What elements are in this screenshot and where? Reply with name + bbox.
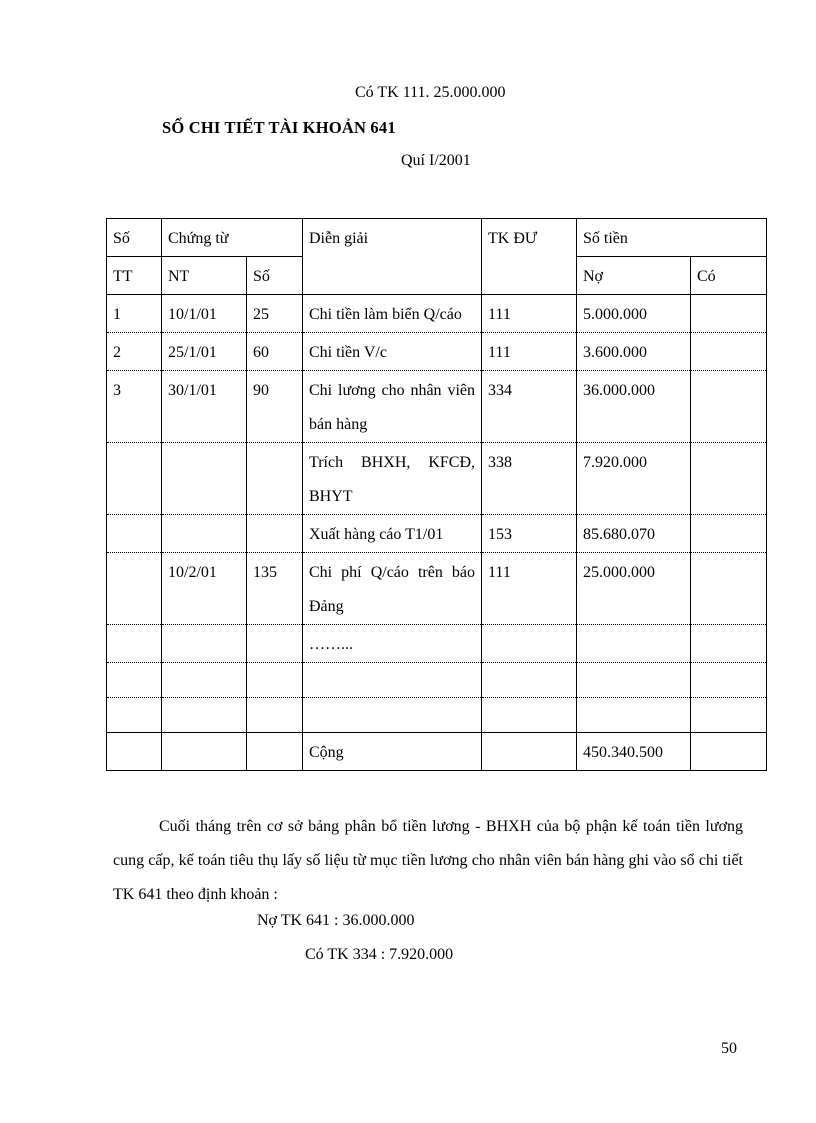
table-row — [107, 333, 767, 371]
row-description: Chi lương cho nhân viên bán hàng — [303, 371, 482, 443]
total-cell-empty — [482, 733, 577, 771]
row-account — [482, 625, 577, 663]
row-date — [162, 443, 247, 515]
row-credit — [691, 371, 767, 443]
row-stt — [107, 663, 162, 698]
row-debit: 7.920.000 — [577, 443, 691, 515]
row-description: Trích BHXH, KFCĐ, BHYT — [303, 443, 482, 515]
header-no: Nợ — [577, 257, 691, 295]
row-account: 111 — [482, 295, 577, 333]
row-stt — [107, 553, 162, 625]
row-account — [482, 698, 577, 733]
row-stt — [107, 625, 162, 663]
row-stt: 1 — [107, 295, 162, 333]
row-credit — [691, 443, 767, 515]
row-debit — [577, 663, 691, 698]
row-credit — [691, 515, 767, 553]
entry-credit: Có TK 334 : 7.920.000 — [305, 946, 454, 963]
header-nt: NT — [162, 257, 247, 295]
row-account: 334 — [482, 371, 577, 443]
row-voucher-no: 135 — [247, 553, 303, 625]
header-tk-du: TK ĐƯ — [482, 219, 577, 295]
row-date — [162, 698, 247, 733]
row-description: ……... — [303, 625, 482, 663]
table-row — [107, 295, 767, 333]
journal-credit-line: Có TK 111. 25.000.000 — [355, 84, 506, 101]
row-debit: 5.000.000 — [577, 295, 691, 333]
row-debit — [577, 698, 691, 733]
ledger-period: Quí I/2001 — [401, 152, 471, 169]
row-voucher-no — [247, 625, 303, 663]
row-voucher-no — [247, 443, 303, 515]
total-cell-empty — [107, 733, 162, 771]
row-account: 153 — [482, 515, 577, 553]
table-row — [107, 371, 767, 443]
page-number: 50 — [721, 1040, 737, 1057]
row-description: Chi tiền làm biển Q/cáo — [303, 295, 482, 333]
header-chung-tu: Chứng từ — [162, 219, 303, 257]
header-so-chung-tu: Số — [247, 257, 303, 295]
row-description: Chi tiền V/c — [303, 333, 482, 371]
header-so: Số — [107, 219, 162, 257]
row-date — [162, 515, 247, 553]
total-cell-empty — [162, 733, 247, 771]
table-row — [107, 553, 767, 625]
row-debit: 25.000.000 — [577, 553, 691, 625]
total-label: Cộng — [303, 733, 482, 771]
table-row — [107, 515, 767, 553]
table-row — [107, 698, 767, 733]
row-account: 111 — [482, 553, 577, 625]
row-debit — [577, 625, 691, 663]
row-credit — [691, 553, 767, 625]
row-date: 10/1/01 — [162, 295, 247, 333]
total-row — [107, 733, 767, 771]
row-description: Chi phí Q/cáo trên báo Đảng — [303, 553, 482, 625]
table-row — [107, 625, 767, 663]
row-date — [162, 625, 247, 663]
row-credit — [691, 663, 767, 698]
ledger-body — [107, 295, 767, 733]
row-account: 111 — [482, 333, 577, 371]
row-account: 338 — [482, 443, 577, 515]
row-stt — [107, 443, 162, 515]
row-stt: 3 — [107, 371, 162, 443]
row-description — [303, 663, 482, 698]
ledger-title: SỔ CHI TIẾT TÀI KHOẢN 641 — [162, 118, 396, 137]
row-description: Xuất hàng cáo T1/01 — [303, 515, 482, 553]
row-stt: 2 — [107, 333, 162, 371]
row-stt — [107, 698, 162, 733]
table-header-row — [107, 219, 767, 257]
row-debit: 3.600.000 — [577, 333, 691, 371]
row-credit — [691, 698, 767, 733]
row-voucher-no: 25 — [247, 295, 303, 333]
row-credit — [691, 295, 767, 333]
row-stt — [107, 515, 162, 553]
header-dien-giai: Diễn giải — [303, 219, 482, 295]
row-account — [482, 663, 577, 698]
row-voucher-no: 60 — [247, 333, 303, 371]
header-tt: TT — [107, 257, 162, 295]
header-co: Có — [691, 257, 767, 295]
row-date — [162, 663, 247, 698]
row-credit — [691, 625, 767, 663]
row-debit: 85.680.070 — [577, 515, 691, 553]
ledger-table — [106, 218, 767, 771]
row-description — [303, 698, 482, 733]
row-date: 30/1/01 — [162, 371, 247, 443]
entry-debit: Nợ TK 641 : 36.000.000 — [257, 912, 415, 929]
total-cell-empty — [247, 733, 303, 771]
row-date: 25/1/01 — [162, 333, 247, 371]
total-no: 450.340.500 — [577, 733, 691, 771]
row-voucher-no: 90 — [247, 371, 303, 443]
header-so-tien: Số tiền — [577, 219, 767, 257]
total-co — [691, 733, 767, 771]
row-voucher-no — [247, 663, 303, 698]
body-paragraph: Cuối tháng trên cơ sở bảng phân bổ tiền lương - BHXH của bộ phận kế toán tiền lương cung cấp, kế toán tiêu thụ lấy số liệu từ mục tiền lương cho nhân viên bán hàng ghi vào sổ chi tiết TK 641 theo định khoản : — [113, 818, 743, 903]
row-credit — [691, 333, 767, 371]
row-voucher-no — [247, 515, 303, 553]
row-date: 10/2/01 — [162, 553, 247, 625]
table-row — [107, 443, 767, 515]
table-row — [107, 663, 767, 698]
row-debit: 36.000.000 — [577, 371, 691, 443]
row-voucher-no — [247, 698, 303, 733]
